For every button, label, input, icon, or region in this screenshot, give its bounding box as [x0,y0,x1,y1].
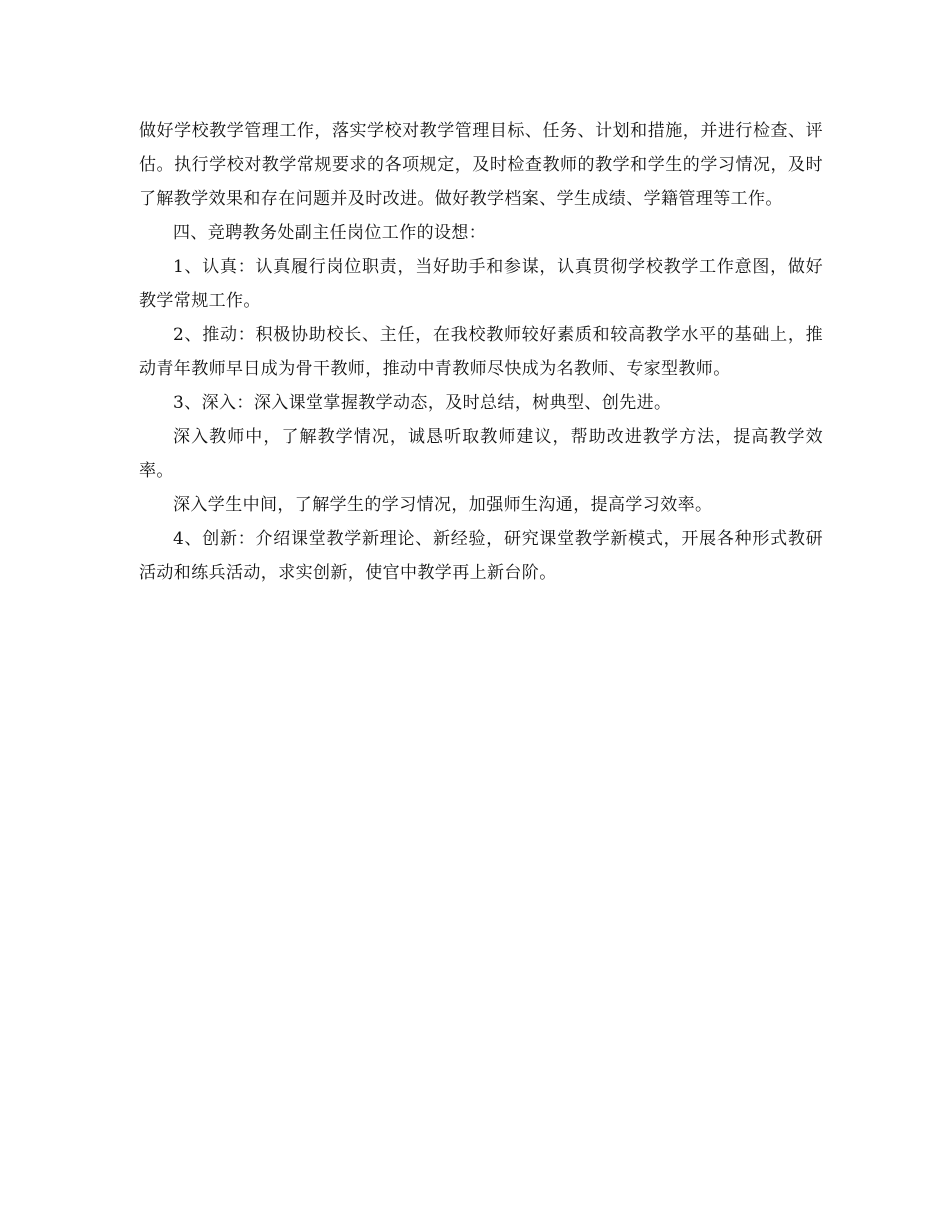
section-heading-vice-director-plan: 四、竞聘教务处副主任岗位工作的设想： [173,223,487,243]
paragraph-point-2-promote: 2、推动：积极协助校长、主任，在我校教师较好素质和较高教学水平的基础上，推动青年教师早日成为骨干教师，推动中青教师尽快成为名教师、专家型教师。 [139,325,823,379]
paragraph-point-4-innovation: 4、创新：介绍课堂教学新理论、新经验，研究课堂教学新模式，开展各种形式教研活动和练兵活动，求实创新，使官中教学再上新台阶。 [139,529,823,583]
paragraph-in-depth-students: 深入学生中间，了解学生的学习情况，加强师生沟通，提高学习效率。 [173,495,713,515]
paragraph-point-1-diligence: 1、认真：认真履行岗位职责，当好助手和参谋，认真贯彻学校教学工作意图，做好教学常规工作。 [139,257,823,311]
paragraph-point-3-in-depth: 3、深入：深入课堂掌握教学动态，及时总结，树典型、创先进。 [173,393,672,413]
paragraph-teaching-management: 做好学校教学管理工作，落实学校对教学管理目标、任务、计划和措施，并进行检查、评估。执行学校对教学常规要求的各项规定，及时检查教师的教学和学生的学习情况，及时了解教学效果和存在问题并及时改进。做好教学档案、学生成绩、学籍管理等工作。 [139,121,823,209]
paragraph-in-depth-teachers: 深入教师中，了解教学情况，诚恳听取教师建议，帮助改进教学方法，提高教学效率。 [139,427,823,481]
document-body [139,114,823,590]
